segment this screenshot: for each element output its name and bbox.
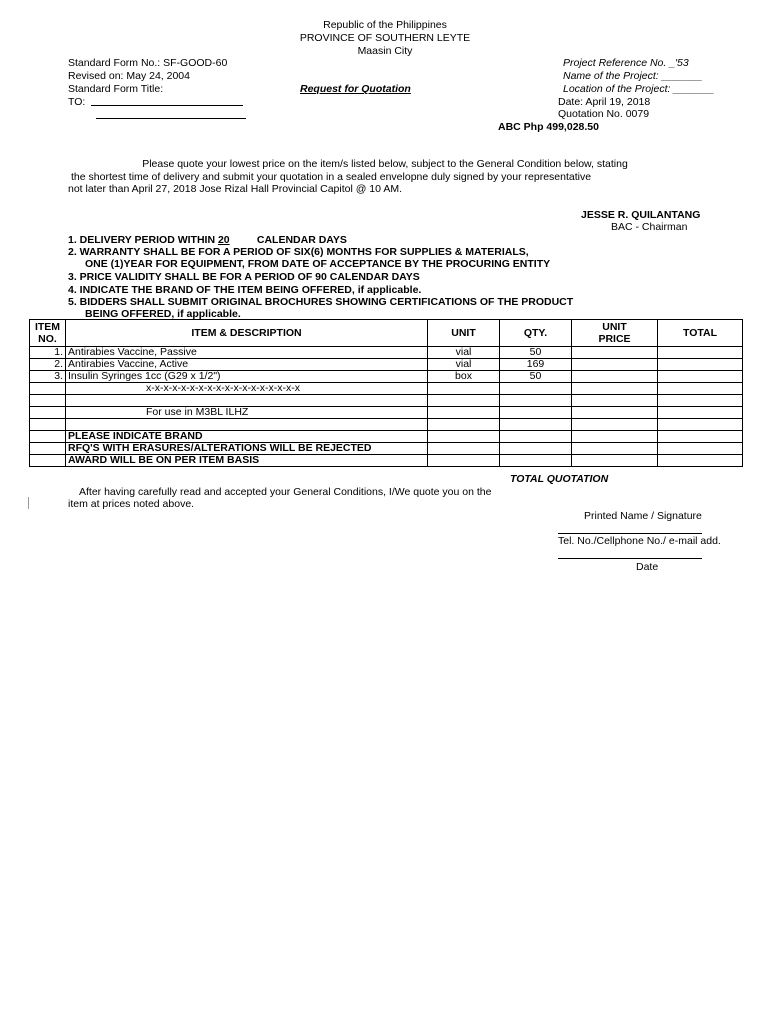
revised-on: Revised on: May 24, 2004: [68, 70, 190, 82]
row-unit: vial: [428, 347, 500, 359]
closing-line-2: item at prices noted above.: [68, 498, 195, 510]
row-description: Antirabies Vaccine, Passive: [66, 347, 428, 359]
table-row: [30, 347, 743, 359]
row-unit-price[interactable]: [572, 359, 658, 371]
condition-2b: ONE (1)YEAR FOR EQUIPMENT, FROM DATE OF ACCEPTANCE BY THE PROCURING ENTITY: [85, 258, 551, 270]
date-field: Date: April 19, 2018: [558, 96, 651, 108]
table-row: [30, 407, 743, 419]
republic-header: Republic of the Philippines: [323, 19, 447, 31]
row-item-no: 1.: [30, 347, 66, 359]
items-table: [29, 319, 743, 467]
condition-5b: BEING OFFERED, if applicable.: [85, 308, 241, 320]
to-line-1: [91, 105, 243, 106]
condition-1: [68, 234, 347, 246]
condition-4: 4. INDICATE THE BRAND OF THE ITEM BEING OFFERED, if applicable.: [68, 284, 422, 296]
to-label: TO:: [68, 96, 86, 108]
header-item-no: ITEM NO.: [30, 320, 66, 347]
total-quotation-label: TOTAL QUOTATION: [510, 473, 609, 485]
standard-form-title: Standard Form Title:: [68, 83, 164, 95]
table-row: [30, 431, 743, 443]
condition-2a: 2. WARRANTY SHALL BE FOR A PERIOD OF SIX(6) MONTHS FOR SUPPLIES & MATERIALS,: [68, 246, 529, 258]
condition-3: 3. PRICE VALIDITY SHALL BE FOR A PERIOD OF 90 CALENDAR DAYS: [68, 271, 420, 283]
condition-1-suffix: CALENDAR DAYS: [253, 234, 347, 246]
row-qty: 169: [500, 359, 572, 371]
printed-name-label: Printed Name / Signature: [584, 510, 702, 522]
to-line-2: [96, 118, 246, 119]
condition-5a: 5. BIDDERS SHALL SUBMIT ORIGINAL BROCHURES SHOWING CERTIFICATIONS OF THE PRODUCT: [68, 296, 574, 308]
table-row: [30, 395, 743, 407]
table-row: [30, 455, 743, 467]
instruction-line-1: Please quote your lowest price on the item/s listed below, subject to the General Condition below, stating: [142, 158, 628, 170]
row-unit: vial: [428, 359, 500, 371]
header-total: TOTAL: [658, 320, 743, 347]
province-header: PROVINCE OF SOUTHERN LEYTE: [299, 32, 471, 44]
instruction-line-3: not later than April 27, 2018 Jose Rizal Hall Provincial Capitol @ 10 AM.: [68, 183, 402, 195]
table-header-row: [30, 320, 743, 347]
date-line: [558, 558, 702, 559]
table-row: [30, 419, 743, 431]
header-description: ITEM & DESCRIPTION: [66, 320, 428, 347]
row-total[interactable]: [658, 347, 743, 359]
table-row: [30, 383, 743, 395]
contact-label: Tel. No./Cellphone No./ e-mail add.: [558, 535, 721, 547]
row-item-no: 2.: [30, 359, 66, 371]
row-qty: 50: [500, 347, 572, 359]
delivery-days: 20: [217, 234, 230, 246]
header-qty: QTY.: [500, 320, 572, 347]
header-unit-price: UNIT PRICE: [572, 320, 658, 347]
table-row: [30, 443, 743, 455]
for-use-note: For use in M3BL ILHZ: [66, 407, 428, 419]
note-award: AWARD WILL BE ON PER ITEM BASIS: [66, 455, 428, 467]
row-unit: box: [428, 371, 500, 383]
project-location: Location of the Project: _______: [563, 83, 715, 95]
row-total[interactable]: [658, 371, 743, 383]
margin-mark: [28, 497, 29, 509]
row-description: Insulin Syringes 1cc (G29 x 1/2"): [66, 371, 428, 383]
header-unit: UNIT: [428, 320, 500, 347]
city-header: Maasin City: [357, 45, 413, 57]
row-description: Antirabies Vaccine, Active: [66, 359, 428, 371]
note-erasures: RFQ'S WITH ERASURES/ALTERATIONS WILL BE REJECTED: [66, 443, 428, 455]
note-indicate-brand: PLEASE INDICATE BRAND: [66, 431, 428, 443]
project-name: Name of the Project: _______: [563, 70, 703, 82]
quotation-no: Quotation No. 0079: [558, 108, 650, 120]
instruction-line-2: the shortest time of delivery and submit your quotation in a sealed envelopne duly signed by your representative: [71, 171, 592, 183]
row-item-no: 3.: [30, 371, 66, 383]
condition-1-prefix: 1. DELIVERY PERIOD WITHIN: [68, 234, 218, 246]
abc-amount: ABC Php 499,028.50: [498, 121, 599, 133]
project-reference: Project Reference No. _'53: [563, 57, 689, 69]
row-qty: 50: [500, 371, 572, 383]
table-row: [30, 371, 743, 383]
date-label: Date: [636, 561, 659, 573]
table-row: [30, 359, 743, 371]
contact-line: [558, 533, 702, 534]
closing-line-1: After having carefully read and accepted your General Conditions, I/We quote you on the: [79, 486, 492, 498]
row-unit-price[interactable]: [572, 347, 658, 359]
row-unit-price[interactable]: [572, 371, 658, 383]
separator-row: x-x-x-x-x-x-x-x-x-x-x-x-x-x-x-x-x-x: [66, 383, 428, 395]
signatory-position: BAC - Chairman: [611, 221, 688, 233]
standard-form-no: Standard Form No.: SF-GOOD-60: [68, 57, 228, 69]
signatory-name: JESSE R. QUILANTANG: [581, 209, 701, 221]
form-title: Request for Quotation: [300, 83, 411, 95]
row-total[interactable]: [658, 359, 743, 371]
